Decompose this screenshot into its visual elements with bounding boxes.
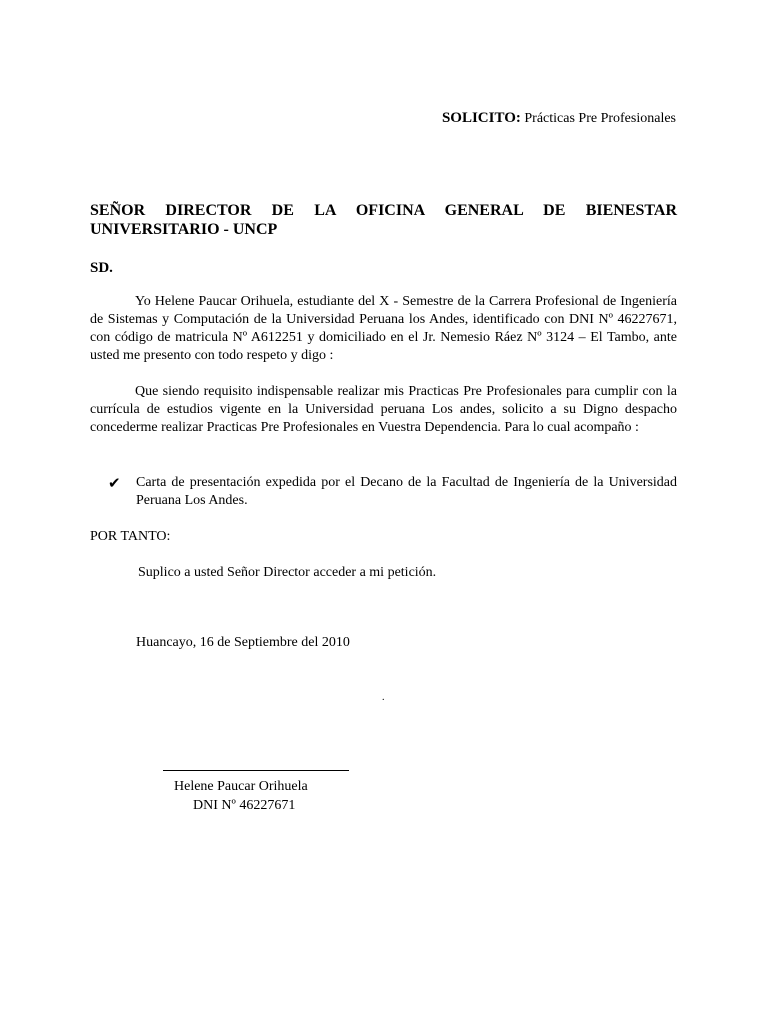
body-paragraph-2: Que siendo requisito indispensable realizar mis Practicas Pre Profesionales para cumplir con la currícula de estudios vigente en la Universidad peruana Los andes, solicito a su Digno despacho concederme realizar Practicas Pre Profesionales en Vuestra Dependencia. Para lo cual acompaño :	[90, 384, 677, 435]
addressee: SEÑOR DIRECTOR DE LA OFICINA GENERAL DE BIENESTAR UNIVERSITARIO - UNCP	[90, 202, 677, 238]
signature-line	[163, 770, 349, 771]
place-date: Huancayo, 16 de Septiembre del 2010	[136, 635, 350, 650]
signature-dni: DNI Nº 46227671	[193, 798, 296, 813]
body-paragraph-1: Yo Helene Paucar Orihuela, estudiante del X - Semestre de la Carrera Profesional de Ingeniería de Sistemas y Computación de la Universidad Peruana los Andes, identificado con DNI Nº 46227671, con código de matricula Nº A612251 y domiciliado en el Jr. Nemesio Ráez Nº 3124 – El Tambo, ante usted me presento con todo respeto y digo :	[90, 294, 677, 363]
por-tanto: POR TANTO:	[90, 529, 171, 544]
checkmark-icon: ✔	[108, 476, 121, 492]
request-sentence: Suplico a usted Señor Director acceder a mi petición.	[138, 565, 437, 580]
subject-value: Prácticas Pre Profesionales	[524, 111, 676, 126]
subject-line	[442, 110, 676, 127]
attachment-item: Carta de presentación expedida por el Decano de la Facultad de Ingeniería de la Universidad Peruana Los Andes.	[136, 475, 677, 508]
subject-label: SOLICITO:	[441, 110, 521, 126]
stray-mark: .	[382, 692, 385, 703]
signature-name: Helene Paucar Orihuela	[174, 779, 308, 794]
salutation: SD.	[90, 260, 113, 276]
